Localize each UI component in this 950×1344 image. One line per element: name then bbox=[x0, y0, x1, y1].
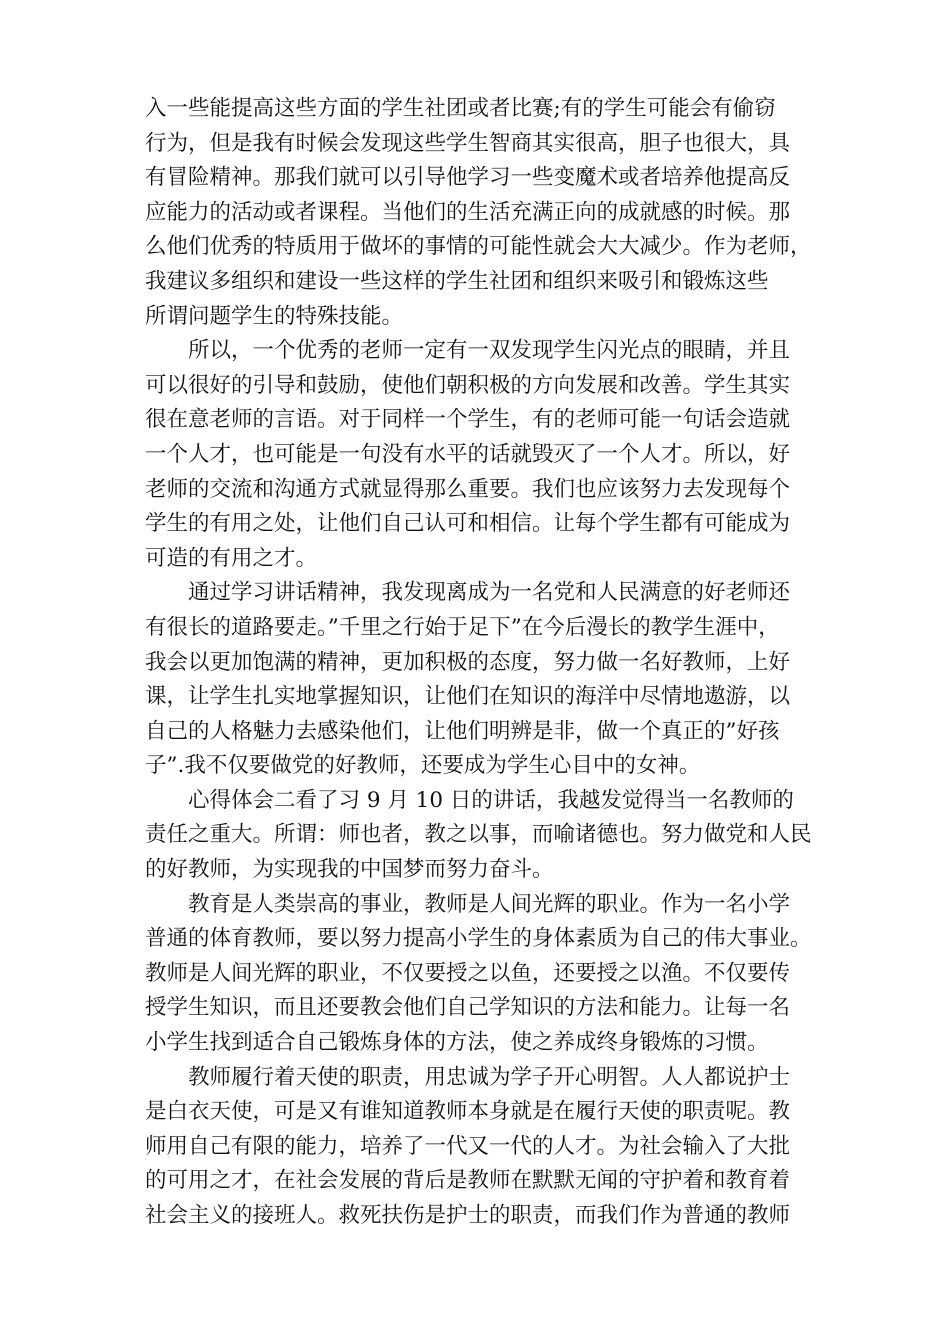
text-line: 行为，但是我有时候会发现这些学生智商其实很高，胆子也很大，具 bbox=[145, 130, 791, 156]
text-line: 自己的人格魅力去感染他们，让他们明辨是非，做一个真正的”好孩 bbox=[145, 718, 780, 744]
text-line: 社会主义的接班人。救死扶伤是护士的职责，而我们作为普通的教师 bbox=[145, 1203, 791, 1228]
text-line: 课，让学生扎实地掌握知识，让他们在知识的海洋中尽情地遨游，以 bbox=[145, 684, 791, 710]
text-line: 师用自己有限的能力，培养了一代又一代的人才。为社会输入了大批 bbox=[145, 1133, 791, 1159]
text-line: 应能力的活动或者课程。当他们的生活充满正向的成就感的时候。那 bbox=[145, 199, 791, 225]
text-line: 可以很好的引导和鼓励，使他们朝积极的方向发展和改善。学生其实 bbox=[145, 372, 791, 398]
paragraph-first-line: 心得体会二看了习 9 月 10 日的讲话，我越发觉得当一名教师的 bbox=[188, 787, 794, 813]
text-line: 子”.我不仅要做党的好教师，还要成为学生心目中的女神。 bbox=[145, 753, 701, 779]
text-line: 我建议多组织和建设一些这样的学生社团和组织来吸引和锻炼这些 bbox=[145, 268, 769, 294]
text-line: 我会以更加饱满的精神，更加积极的态度，努力做一名好教师，上好 bbox=[145, 649, 791, 675]
text-line: 有冒险精神。那我们就可以引导他学习一些变魔术或者培养他提高反 bbox=[145, 165, 791, 191]
text-line: 授学生知识，而且还要教会他们自己学知识的方法和能力。让每一名 bbox=[145, 995, 791, 1021]
text-line: 学生的有用之处，让他们自己认可和相信。让每个学生都有可能成为 bbox=[145, 511, 791, 537]
text-line: 的好教师，为实现我的中国梦而努力奋斗。 bbox=[145, 857, 554, 883]
text-line: 是白衣天使，可是又有谁知道教师本身就是在履行天使的职责呢。教 bbox=[145, 1099, 791, 1125]
text-line: 很在意老师的言语。对于同样一个学生，有的老师可能一句话会造就 bbox=[145, 407, 791, 433]
text-line: 教师是人间光辉的职业，不仅要授之以鱼，还要授之以渔。不仅要传 bbox=[145, 960, 791, 986]
text-line: 所谓问题学生的特殊技能。 bbox=[145, 303, 404, 329]
paragraph-first-line: 通过学习讲话精神，我发现离成为一名党和人民满意的好老师还 bbox=[188, 580, 791, 606]
text-line: 有很长的道路要走。”千里之行始于足下”在今后漫长的教学生涯中， bbox=[145, 614, 780, 640]
text-line: 么他们优秀的特质用于做坏的事情的可能性就会大大减少。作为老师， bbox=[145, 234, 812, 260]
text-line: 普通的体育教师，要以努力提高小学生的身体素质为自己的伟大事业。 bbox=[145, 926, 812, 952]
body-text bbox=[145, 92, 810, 1234]
text-line: 责任之重大。所谓：师也者，教之以事，而喻诸德也。努力做党和人民 bbox=[145, 822, 812, 848]
text-line: 小学生找到适合自己锻炼身体的方法，使之养成终身锻炼的习惯。 bbox=[145, 1030, 769, 1056]
paragraph-first-line: 教育是人类崇高的事业，教师是人间光辉的职业。作为一名小学 bbox=[188, 891, 791, 917]
text-line: 入一些能提高这些方面的学生社团或者比赛;有的学生可能会有偷窃 bbox=[145, 96, 776, 121]
text-line: 的可用之才，在社会发展的背后是教师在默默无闻的守护着和教育着 bbox=[145, 1168, 791, 1194]
paragraph-first-line: 教师履行着天使的职责，用忠诚为学子开心明智。人人都说护士 bbox=[188, 1064, 791, 1090]
text-line: 一个人才，也可能是一句没有水平的话就毁灭了一个人才。所以，好 bbox=[145, 441, 791, 467]
paragraph-first-line: 所以，一个优秀的老师一定有一双发现学生闪光点的眼睛，并且 bbox=[188, 338, 791, 364]
text-line: 老师的交流和沟通方式就显得那么重要。我们也应该努力去发现每个 bbox=[145, 476, 791, 502]
text-line: 可造的有用之才。 bbox=[145, 545, 318, 571]
